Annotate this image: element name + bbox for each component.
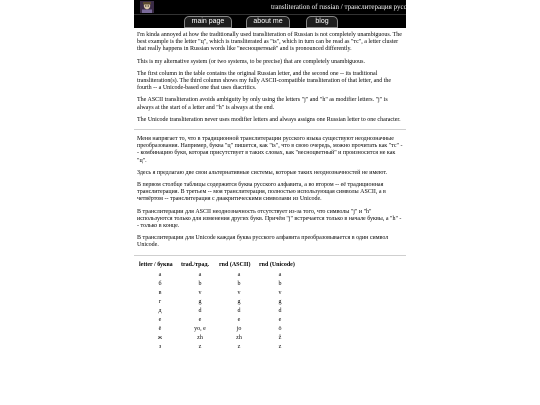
cell-ascii: b <box>237 280 241 287</box>
cell-ascii: z <box>237 343 241 350</box>
cell-unicode: z <box>278 343 282 350</box>
cell-traditional: b <box>198 280 202 287</box>
cell-traditional: d <box>198 307 202 314</box>
cell-traditional: zh <box>197 334 203 341</box>
paragraph-ru-2: Здесь я предлагаю две свои альтернативные системы, которые таких неоднозначностей не имеют. <box>137 169 387 176</box>
cell-unicode: g <box>278 298 282 305</box>
cell-ascii: d <box>237 307 241 314</box>
right-margin <box>406 0 540 405</box>
table-row <box>139 316 301 325</box>
column-header-ascii: rnd (ASCII) <box>219 261 251 268</box>
cell-unicode: ö <box>278 325 282 332</box>
page-column <box>134 0 439 405</box>
cell-traditional: a <box>198 271 202 278</box>
paragraph-ru-3: В первом столбце таблицы содержится буква русского алфавита, а во втором -- её традиционная транслитерация. В третьем -- моя транслитерация, полностью использующая символы ASCII, а в четвёртом -- транслитерация с диакритическими символами из Unicode. <box>137 182 386 203</box>
table-row <box>139 271 301 280</box>
table-row <box>139 298 301 307</box>
cell-letter: в <box>158 289 162 296</box>
cell-letter: а <box>158 271 162 278</box>
site-logo-icon[interactable] <box>140 1 154 13</box>
cell-ascii: zh <box>236 334 242 341</box>
table-row <box>139 325 301 334</box>
table-header-row <box>139 262 301 271</box>
table-row <box>139 343 301 352</box>
table-divider <box>134 255 406 256</box>
tab-main-page[interactable]: main page <box>184 16 232 28</box>
paragraph-en-3: The first column in the table contains the original Russian letter, and the second one -- its traditional transliteration(s). The third column shows my fully ASCII-compatible transliteration of that letter, and the fourth -- a Unicode-based one that uses diacritics. <box>137 70 392 92</box>
cell-ascii: a <box>237 271 241 278</box>
cell-letter: г <box>158 298 162 305</box>
paragraph-en-2: This is my alternative system (or two systems, to be precise) that are completely unambiguous. <box>137 58 365 65</box>
cell-letter: ё <box>158 325 162 332</box>
cell-unicode: b <box>278 280 282 287</box>
column-header-traditional: trad./трад. <box>181 261 210 268</box>
tab-blog[interactable]: blog <box>306 16 338 28</box>
table-row <box>139 289 301 298</box>
paragraph-ru-1: Меня напрягает то, что в традиционной транслитерации русского языка существуют неоднозначные преобразования. Например, буква "ц" пишется, как "ts", что в свою очередь, можно прочитать как "тс" -- комбинацию букв, которая присутствует в таких словах, как "весноцветный" и произносится не как "ц". <box>137 136 403 164</box>
cell-traditional: e <box>198 316 202 323</box>
cell-traditional: z <box>198 343 202 350</box>
cell-ascii: g <box>237 298 241 305</box>
paragraph-en-1: I'm kinda annoyed at how the traditionally used transliteration of Russian is not completely unambiguous. The best example is the letter "ц", which is transliterated as "ts", which in turn can be read as "тс", a letter cluster that really happens in Russian words like "весноцветный" and is pronounced differently. <box>137 32 402 53</box>
paragraph-en-4: The ASCII transliteration avoids ambiguity by only using the letters "j" and "h" as modifier letters. "j" is always at the start of a letter and "h" is always at the end. <box>137 97 388 111</box>
site-header <box>134 0 439 14</box>
cell-unicode: d <box>278 307 282 314</box>
cell-unicode: ž <box>278 334 282 341</box>
cell-ascii: v <box>237 289 241 296</box>
cell-traditional: g <box>198 298 202 305</box>
cell-letter: б <box>158 280 162 287</box>
table-row <box>139 307 301 316</box>
column-header-unicode: rnd (Unicode) <box>259 261 295 268</box>
cell-ascii: e <box>237 316 241 323</box>
cell-traditional: yo, e <box>194 325 206 332</box>
table-row <box>139 334 301 343</box>
cell-letter: ж <box>157 334 163 341</box>
cell-unicode: v <box>278 289 282 296</box>
cell-unicode: e <box>278 316 282 323</box>
cell-letter: е <box>158 316 162 323</box>
cell-letter: д <box>158 307 162 314</box>
transliteration-table <box>139 262 301 352</box>
column-header-letter: letter / буква <box>139 261 173 268</box>
paragraph-ru-4: В транслитерации для ASCII неоднозначность отсутствует из-за того, что символы "j" и "h" используются только для изменения других букв. Причём "j" встречается только в начале буквы, а "h" -- только в конце. <box>137 208 402 230</box>
section-divider <box>134 129 406 130</box>
cell-ascii: jo <box>236 325 242 332</box>
cell-letter: з <box>158 343 162 350</box>
cell-traditional: v <box>198 289 202 296</box>
paragraph-ru-5: В транслитерации для Unicode каждая буква русского алфавита преобразовывается в один символ Unicode. <box>137 235 389 249</box>
site-title: transliteration of russian / транслитерация русского языка <box>271 3 439 11</box>
paragraph-en-5: The Unicode transliteration never uses modifier letters and always assigns one Russian letter to one character. <box>137 116 401 123</box>
left-margin <box>0 0 134 405</box>
article-content <box>134 28 406 352</box>
cell-unicode: a <box>278 271 282 278</box>
nav-bar <box>134 14 406 28</box>
table-row <box>139 280 301 289</box>
tab-about-me[interactable]: about me <box>246 16 290 28</box>
